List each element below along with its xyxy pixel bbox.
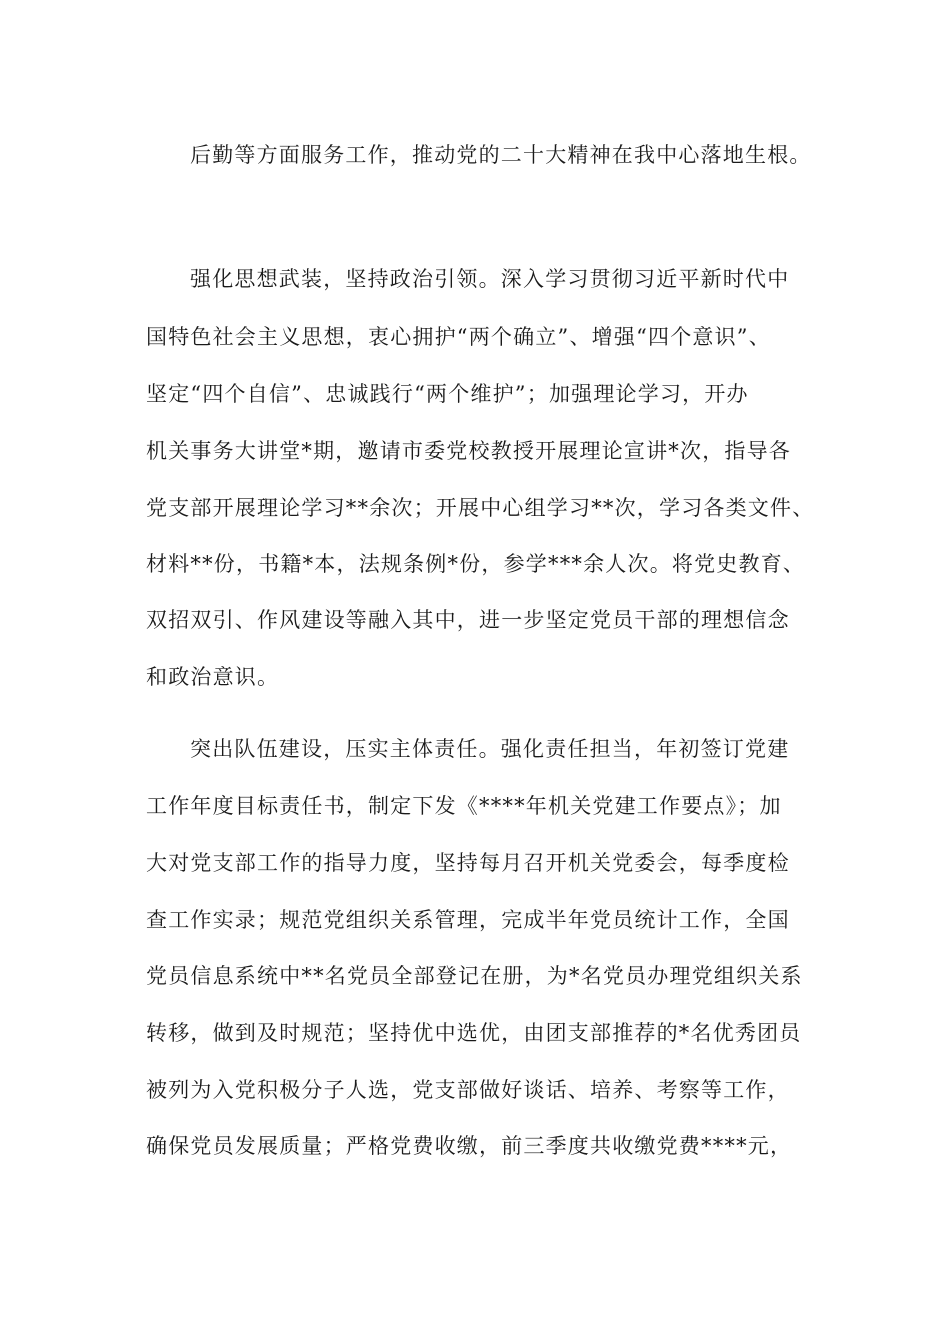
paragraph-line: 党支部开展理论学习**余次；开展中心组学习**次，学习各类文件、 [146, 496, 815, 520]
paragraph-line: 机关事务大讲堂*期，邀请市委党校教授开展理论宣讲*次，指导各 [146, 439, 791, 463]
paragraph-line: 被列为入党积极分子人选，党支部做好谈话、培养、考察等工作， [146, 1078, 790, 1102]
paragraph-line: 双招双引、作风建设等融入其中，进一步坚定党员干部的理想信念 [146, 608, 790, 632]
paragraph-line: 工作年度目标责任书，制定下发《****年机关党建工作要点》；加 [146, 794, 782, 818]
paragraph-line: 国特色社会主义思想，衷心拥护“两个确立”、增强“四个意识”、 [146, 325, 771, 349]
paragraph-line: 转移，做到及时规范；坚持优中选优，由团支部推荐的*名优秀团员 [146, 1021, 802, 1045]
paragraph-line: 强化思想武装，坚持政治引领。深入学习贯彻习近平新时代中 [190, 267, 790, 291]
paragraph-line: 查工作实录；规范党组织关系管理，完成半年党员统计工作，全国 [146, 908, 790, 932]
fragment-line: 后勤等方面服务工作，推动党的二十大精神在我中心落地生根。 [190, 143, 812, 167]
paragraph-line: 大对党支部工作的指导力度，坚持每月召开机关党委会，每季度检 [146, 851, 790, 875]
paragraph-line: 确保党员发展质量；严格党费收缴，前三季度共收缴党费****元， [146, 1134, 793, 1158]
paragraph-line: 坚定“四个自信”、忠诚践行“两个维护”；加强理论学习，开办 [146, 382, 749, 406]
paragraph-line: 材料**份，书籍*本，法规条例*份，参学***余人次。将党史教育、 [146, 552, 806, 576]
paragraph-line: 突出队伍建设，压实主体责任。强化责任担当，年初签订党建 [190, 737, 790, 761]
paragraph-line: 党员信息系统中**名党员全部登记在册，为*名党员办理党组织关系 [146, 964, 803, 988]
paragraph-line: 和政治意识。 [146, 665, 280, 689]
